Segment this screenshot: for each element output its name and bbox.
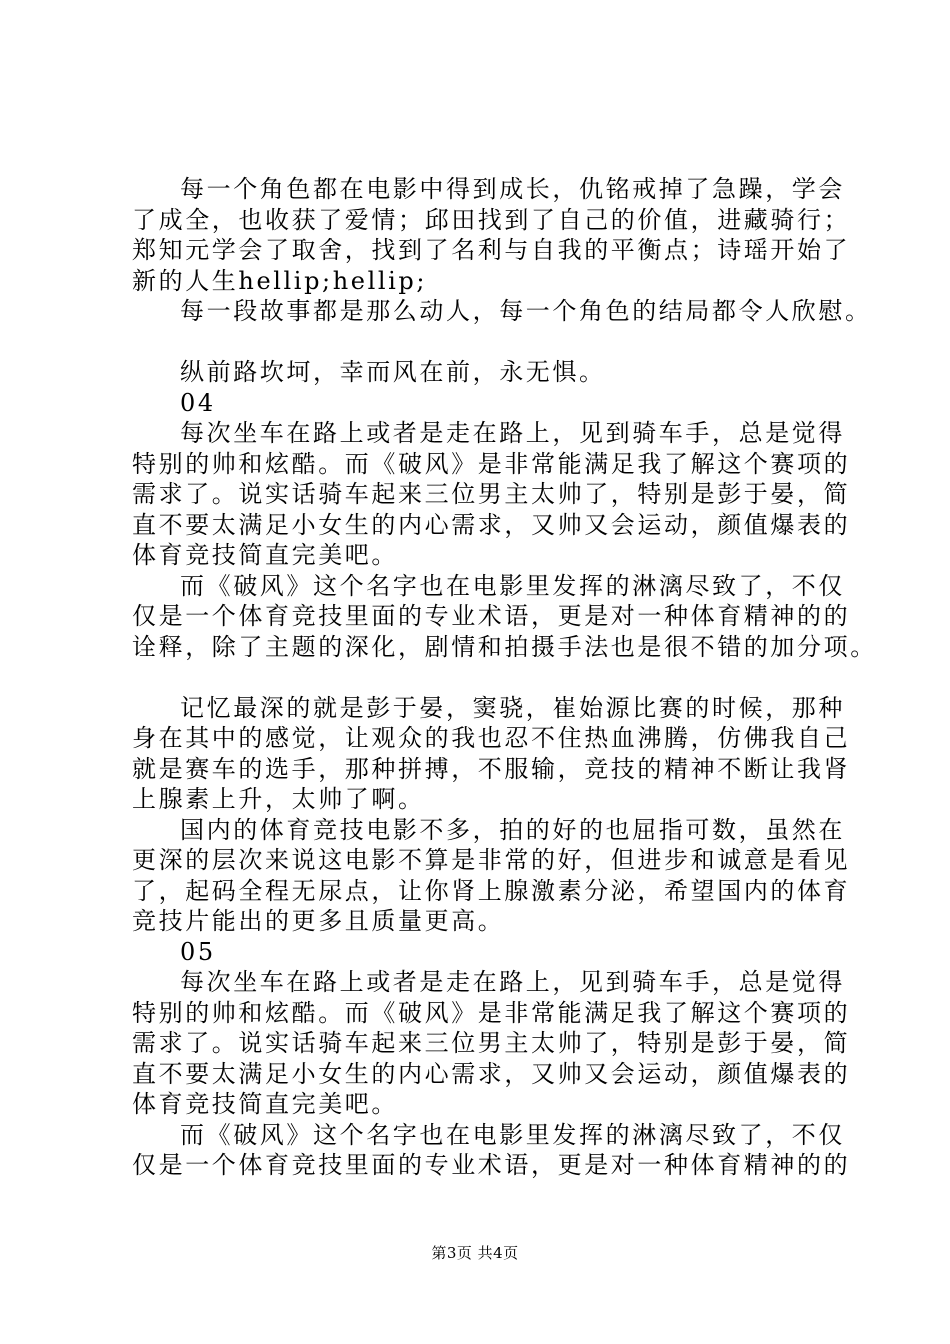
- text-line: 特别的帅和炫酷。而《破风》是非常能满足我了解这个赛项的: [132, 449, 851, 478]
- paragraph: [132, 815, 851, 937]
- text-line: 而《破风》这个名字也在电影里发挥的淋漓尽致了，不仅: [180, 1120, 845, 1149]
- text-line: 身在其中的感觉，让观众的我也忍不住热血沸腾，仿佛我自己: [132, 724, 851, 752]
- text-line: 需求了。说实话骑车起来三位男主太帅了，特别是彭于晏，简: [132, 1029, 851, 1057]
- text-line: 国内的体育竞技电影不多，拍的好的也屈指可数，虽然在: [180, 815, 845, 844]
- paragraph: [132, 357, 846, 388]
- paragraph: [132, 693, 851, 815]
- text-line: 纵前路坎坷，幸而风在前，永无惧。: [180, 358, 606, 386]
- text-line: 体育竞技简直完美吧。: [132, 1090, 398, 1118]
- text-line: 直不要太满足小女生的内心需求，又帅又会运动，颜值爆表的: [132, 1059, 851, 1088]
- paragraph: [132, 967, 851, 1120]
- text-line: 05: [180, 937, 216, 966]
- paragraph: [132, 296, 872, 327]
- paragraph: [132, 388, 846, 419]
- text-line: 了，起码全程无尿点，让你肾上腺激素分泌，希望国内的体育: [132, 876, 851, 905]
- paragraph: [132, 418, 851, 571]
- document-body: [132, 174, 877, 1181]
- text-line: 更深的层次来说这电影不算是非常的好，但进步和诚意是看见: [132, 846, 851, 874]
- text-line: 每一个角色都在电影中得到成长，仇铭戒掉了急躁，学会: [180, 175, 845, 203]
- text-line: 了成全，也收获了爱情；邱田找到了自己的价值，进藏骑行；: [132, 205, 851, 234]
- text-line: 体育竞技简直完美吧。: [132, 541, 398, 569]
- text-line: 每次坐车在路上或者是走在路上，见到骑车手，总是觉得: [180, 419, 845, 447]
- text-line: 竞技片能出的更多且质量更高。: [132, 907, 505, 935]
- text-line: 郑知元学会了取舍，找到了名利与自我的平衡点；诗瑶开始了: [132, 236, 851, 264]
- blank-line: [132, 327, 846, 358]
- text-line: 每一段故事都是那么动人，每一个角色的结局都令人欣慰。: [180, 297, 872, 325]
- text-line: 仅是一个体育竞技里面的专业术语，更是对一种体育精神的的: [132, 602, 851, 630]
- text-line: 仅是一个体育竞技里面的专业术语，更是对一种体育精神的的: [132, 1151, 851, 1179]
- page-footer: 第3页 共4页: [431, 1244, 519, 1262]
- text-line: 就是赛车的选手，那种拼搏，不服输，竞技的精神不断让我肾: [132, 754, 851, 783]
- text-line: 04: [180, 388, 216, 417]
- text-line: 记忆最深的就是彭于晏，窦骁，崔始源比赛的时候，那种: [180, 693, 845, 722]
- text-line: 直不要太满足小女生的内心需求，又帅又会运动，颜值爆表的: [132, 510, 851, 539]
- paragraph: [132, 174, 851, 296]
- paragraph: [132, 937, 846, 968]
- text-line: 需求了。说实话骑车起来三位男主太帅了，特别是彭于晏，简: [132, 480, 851, 508]
- blank-line: [132, 662, 846, 693]
- text-line: 而《破风》这个名字也在电影里发挥的淋漓尽致了，不仅: [180, 571, 845, 600]
- text-line: 特别的帅和炫酷。而《破风》是非常能满足我了解这个赛项的: [132, 998, 851, 1027]
- text-line: 诠释，除了主题的深化，剧情和拍摄手法也是很不错的加分项。: [132, 632, 877, 661]
- text-line: 每次坐车在路上或者是走在路上，见到骑车手，总是觉得: [180, 968, 845, 996]
- paragraph: [132, 1120, 851, 1181]
- text-line: 上腺素上升，太帅了啊。: [132, 785, 425, 813]
- paragraph: [132, 571, 877, 663]
- text-line: 新的人生hellip;hellip;: [132, 266, 428, 295]
